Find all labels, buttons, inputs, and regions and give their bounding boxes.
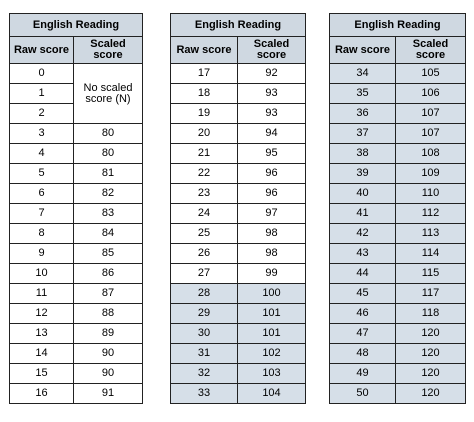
raw-score-cell: 19 [171, 104, 238, 124]
scaled-score-cell: 97 [238, 204, 306, 224]
scaled-score-cell: 91 [74, 384, 143, 404]
raw-score-header: Raw score [330, 37, 396, 64]
scaled-score-cell: 101 [238, 304, 306, 324]
raw-score-cell: 50 [330, 384, 396, 404]
scaled-score-cell: 81 [74, 164, 143, 184]
raw-score-cell: 38 [330, 144, 396, 164]
raw-score-cell: 39 [330, 164, 396, 184]
raw-score-cell: 44 [330, 264, 396, 284]
table-row [171, 244, 306, 264]
table-row [171, 384, 306, 404]
raw-score-cell: 12 [10, 304, 74, 324]
raw-score-cell: 3 [10, 124, 74, 144]
table-row [330, 344, 466, 364]
raw-score-cell: 8 [10, 224, 74, 244]
raw-score-cell: 43 [330, 244, 396, 264]
scaled-score-cell: 95 [238, 144, 306, 164]
score-table-1 [9, 13, 143, 404]
scaled-score-cell: 113 [396, 224, 466, 244]
raw-score-cell: 37 [330, 124, 396, 144]
table-body [330, 64, 466, 404]
scaled-score-cell: 96 [238, 164, 306, 184]
table-row [171, 284, 306, 304]
table-row [10, 304, 143, 324]
raw-score-header: Raw score [171, 37, 238, 64]
scaled-score-header-line1: Scaled [90, 38, 126, 50]
no-scaled-score-line2: score (N) [85, 92, 131, 105]
scaled-score-cell: 99 [238, 264, 306, 284]
raw-score-cell: 4 [10, 144, 74, 164]
score-table-2 [170, 13, 306, 404]
raw-score-cell: 1 [10, 84, 74, 104]
scaled-score-header [396, 37, 466, 64]
table-row [10, 384, 143, 404]
scaled-score-cell: 96 [238, 184, 306, 204]
scaled-score-cell: 98 [238, 224, 306, 244]
table-row [10, 64, 143, 84]
raw-score-cell: 25 [171, 224, 238, 244]
scaled-score-cell: 104 [238, 384, 306, 404]
raw-score-cell: 2 [10, 104, 74, 124]
table-row [330, 284, 466, 304]
raw-score-cell: 20 [171, 124, 238, 144]
scaled-score-cell: 90 [74, 364, 143, 384]
table-row [330, 264, 466, 284]
raw-score-cell: 28 [171, 284, 238, 304]
raw-score-cell: 21 [171, 144, 238, 164]
raw-score-cell: 16 [10, 384, 74, 404]
raw-score-cell: 18 [171, 84, 238, 104]
raw-score-cell: 15 [10, 364, 74, 384]
scaled-score-cell: 108 [396, 144, 466, 164]
table-row [330, 84, 466, 104]
table-row [171, 204, 306, 224]
table-title: English Reading [330, 14, 466, 37]
scaled-score-cell: 86 [74, 264, 143, 284]
raw-score-cell: 30 [171, 324, 238, 344]
scaled-score-cell: 83 [74, 204, 143, 224]
table-row [330, 204, 466, 224]
scaled-score-cell: 112 [396, 204, 466, 224]
raw-score-cell: 14 [10, 344, 74, 364]
table-row [330, 124, 466, 144]
table-row [10, 224, 143, 244]
raw-score-cell: 27 [171, 264, 238, 284]
table-row [171, 104, 306, 124]
table-row [10, 164, 143, 184]
table-row [10, 184, 143, 204]
table-row [330, 164, 466, 184]
table-row [171, 124, 306, 144]
table-title: English Reading [10, 14, 143, 37]
table-row [171, 144, 306, 164]
raw-score-cell: 31 [171, 344, 238, 364]
table-row [10, 264, 143, 284]
scaled-score-cell: 98 [238, 244, 306, 264]
scaled-score-cell: 87 [74, 284, 143, 304]
scaled-score-cell: 85 [74, 244, 143, 264]
raw-score-cell: 36 [330, 104, 396, 124]
scaled-score-cell: 80 [74, 124, 143, 144]
scaled-score-cell: 94 [238, 124, 306, 144]
no-scaled-score-note [74, 64, 143, 124]
scaled-score-header-line2: score [256, 49, 287, 61]
scaled-score-cell: 117 [396, 284, 466, 304]
table-row [171, 264, 306, 284]
table-row [330, 364, 466, 384]
scaled-score-cell: 115 [396, 264, 466, 284]
raw-score-cell: 17 [171, 64, 238, 84]
scaled-score-cell: 107 [396, 124, 466, 144]
table-row [330, 104, 466, 124]
table-row [171, 364, 306, 384]
table-row [10, 124, 143, 144]
raw-score-cell: 46 [330, 304, 396, 324]
scaled-score-header-line2: score [93, 49, 123, 61]
table-row [171, 224, 306, 244]
table-row [330, 384, 466, 404]
raw-score-cell: 23 [171, 184, 238, 204]
scaled-score-cell: 120 [396, 384, 466, 404]
raw-score-cell: 9 [10, 244, 74, 264]
raw-score-header: Raw score [10, 37, 74, 64]
score-table-3 [329, 13, 466, 404]
table-row [171, 324, 306, 344]
raw-score-cell: 29 [171, 304, 238, 324]
scaled-score-cell: 106 [396, 84, 466, 104]
raw-score-cell: 48 [330, 344, 396, 364]
scaled-score-header [238, 37, 306, 64]
scaled-score-cell: 102 [238, 344, 306, 364]
scaled-score-cell: 120 [396, 364, 466, 384]
scaled-score-cell: 107 [396, 104, 466, 124]
scaled-score-header-line1: Scaled [412, 38, 449, 50]
raw-score-cell: 34 [330, 64, 396, 84]
raw-score-cell: 7 [10, 204, 74, 224]
scaled-score-cell: 100 [238, 284, 306, 304]
table-row [330, 184, 466, 204]
scaled-score-cell: 84 [74, 224, 143, 244]
table-body [171, 64, 306, 404]
table-row [171, 344, 306, 364]
raw-score-cell: 22 [171, 164, 238, 184]
no-scaled-score-line1: No scaled [83, 81, 133, 94]
scaled-score-cell: 92 [238, 64, 306, 84]
scaled-score-cell: 118 [396, 304, 466, 324]
scaled-score-cell: 89 [74, 324, 143, 344]
scaled-score-header [74, 37, 143, 64]
table-row [10, 364, 143, 384]
scaled-score-header-line1: Scaled [253, 38, 290, 50]
raw-score-cell: 47 [330, 324, 396, 344]
scaled-score-cell: 80 [74, 144, 143, 164]
raw-score-cell: 26 [171, 244, 238, 264]
scaled-score-header-line2: score [415, 49, 446, 61]
raw-score-cell: 32 [171, 364, 238, 384]
scaled-score-cell: 103 [238, 364, 306, 384]
table-row [171, 84, 306, 104]
table-row [330, 224, 466, 244]
table-row [10, 324, 143, 344]
table-title: English Reading [171, 14, 306, 37]
table-row [330, 304, 466, 324]
scaled-score-cell: 93 [238, 104, 306, 124]
raw-score-cell: 10 [10, 264, 74, 284]
table-row [171, 64, 306, 84]
table-row [10, 204, 143, 224]
raw-score-cell: 35 [330, 84, 396, 104]
raw-score-cell: 49 [330, 364, 396, 384]
raw-score-cell: 5 [10, 164, 74, 184]
scaled-score-cell: 101 [238, 324, 306, 344]
scaled-score-cell: 82 [74, 184, 143, 204]
table-row [10, 244, 143, 264]
raw-score-cell: 0 [10, 64, 74, 84]
table-row [330, 244, 466, 264]
table-row [330, 324, 466, 344]
table-body [10, 64, 143, 404]
table-row [330, 64, 466, 84]
raw-score-cell: 13 [10, 324, 74, 344]
raw-score-cell: 40 [330, 184, 396, 204]
raw-score-cell: 45 [330, 284, 396, 304]
scaled-score-cell: 88 [74, 304, 143, 324]
raw-score-cell: 33 [171, 384, 238, 404]
scaled-score-cell: 114 [396, 244, 466, 264]
raw-score-cell: 24 [171, 204, 238, 224]
table-row [330, 144, 466, 164]
raw-score-cell: 42 [330, 224, 396, 244]
table-row [171, 304, 306, 324]
table-row [10, 344, 143, 364]
raw-score-cell: 41 [330, 204, 396, 224]
table-row [171, 184, 306, 204]
table-row [10, 284, 143, 304]
scaled-score-cell: 110 [396, 184, 466, 204]
scaled-score-cell: 109 [396, 164, 466, 184]
raw-score-cell: 11 [10, 284, 74, 304]
scaled-score-cell: 90 [74, 344, 143, 364]
scaled-score-cell: 93 [238, 84, 306, 104]
scaled-score-cell: 120 [396, 324, 466, 344]
raw-score-cell: 6 [10, 184, 74, 204]
table-row [10, 144, 143, 164]
table-row [171, 164, 306, 184]
scaled-score-cell: 120 [396, 344, 466, 364]
scaled-score-cell: 105 [396, 64, 466, 84]
